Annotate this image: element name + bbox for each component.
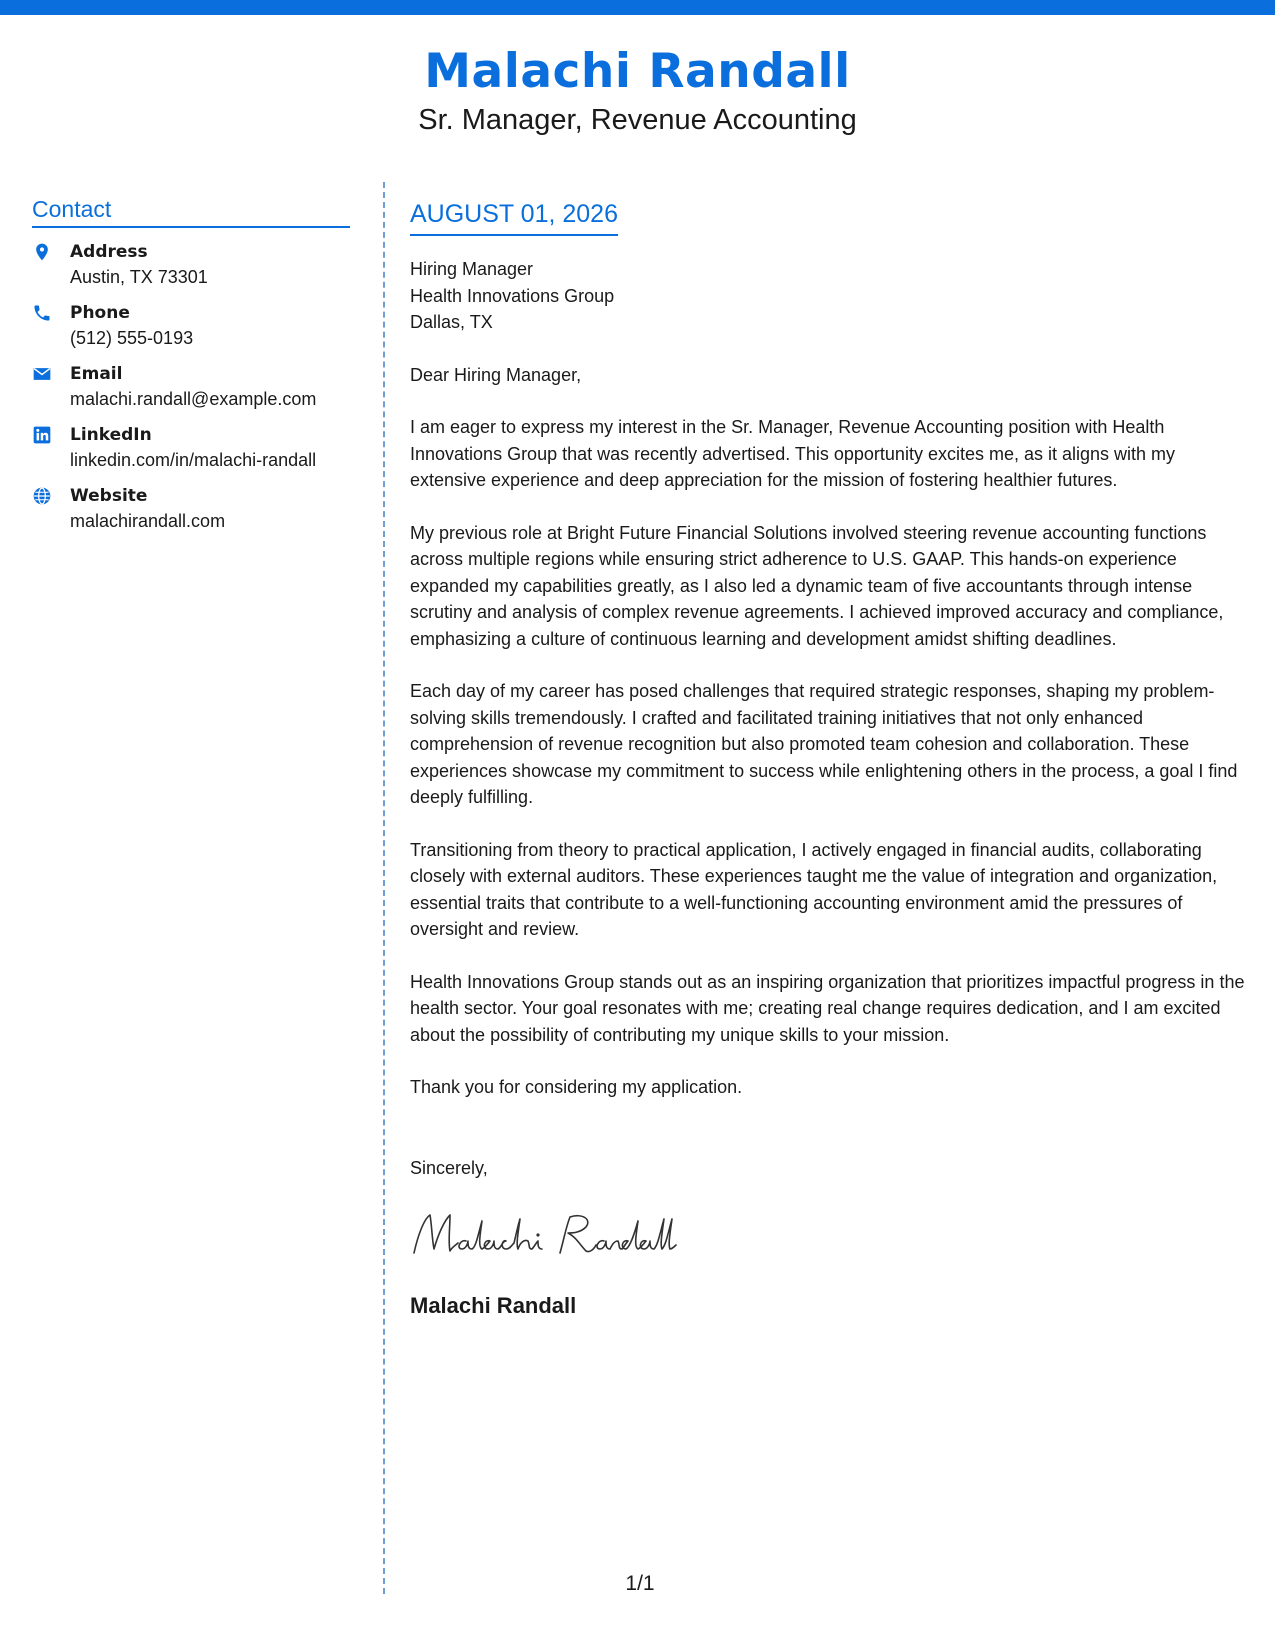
page-number: 1/1 bbox=[625, 1572, 655, 1595]
applicant-title: Sr. Manager, Revenue Accounting bbox=[418, 104, 857, 136]
contact-label: LinkedIn bbox=[70, 425, 152, 445]
contact-label: Website bbox=[70, 486, 148, 506]
contact-item-email bbox=[32, 362, 350, 412]
contact-value: (512) 555-0193 bbox=[70, 328, 194, 348]
body-paragraph: I am eager to express my interest in the Sr. Manager, Revenue Accounting position with Health Innovations Group that was recently advertised. This opportunity excites me, as it aligns with my extensive experience and deep appreciation for the mission of fostering healthier futures. bbox=[410, 417, 1176, 490]
letter-date: AUGUST 01, 2026 bbox=[410, 198, 618, 236]
contact-item-website bbox=[32, 484, 350, 534]
contact-value: malachirandall.com bbox=[70, 511, 226, 531]
body-paragraph: Thank you for considering my application. bbox=[410, 1077, 743, 1097]
recipient-line: Dallas, TX bbox=[410, 312, 493, 332]
recipient-line: Hiring Manager bbox=[410, 259, 534, 279]
top-accent-bar bbox=[0, 0, 1275, 15]
letter-header bbox=[0, 42, 1275, 138]
signer-name: Malachi Randall bbox=[410, 1293, 577, 1318]
contact-list bbox=[32, 240, 350, 534]
contact-value: malachi.randall@example.com bbox=[70, 389, 317, 409]
closing: Sincerely, bbox=[410, 1157, 488, 1178]
body-paragraph: My previous role at Bright Future Financial Solutions involved steering revenue accounting functions across multiple regions while ensuring strict adherence to U.S. GAAP. This hands-on experience expanded my capabilities greatly, as I also led a dynamic team of five accountants through intense scrutiny and analysis of complex revenue agreements. I achieved improved accuracy and compliance, emphasizing a culture of continuous learning and development amidst shifting deadlines. bbox=[410, 522, 1224, 649]
location-pin-icon bbox=[32, 242, 52, 262]
contact-value: Austin, TX 73301 bbox=[70, 267, 208, 287]
handwritten-signature bbox=[410, 1205, 680, 1265]
contact-label: Email bbox=[70, 364, 123, 384]
salutation: Dear Hiring Manager, bbox=[410, 364, 582, 385]
contact-item-linkedin bbox=[32, 423, 350, 473]
contact-sidebar bbox=[32, 194, 350, 545]
contact-item-address bbox=[32, 240, 350, 290]
contact-heading: Contact bbox=[32, 194, 350, 228]
contact-label: Phone bbox=[70, 303, 130, 323]
contact-label: Address bbox=[70, 242, 148, 262]
contact-item-phone bbox=[32, 301, 350, 351]
recipient-block bbox=[410, 256, 1250, 336]
applicant-name: Malachi Randall bbox=[424, 44, 851, 99]
phone-icon bbox=[32, 303, 52, 323]
contact-value: linkedin.com/in/malachi-randall bbox=[70, 450, 317, 470]
globe-icon bbox=[32, 486, 52, 506]
linkedin-icon bbox=[32, 425, 52, 445]
body-paragraph: Health Innovations Group stands out as an inspiring organization that prioritizes impactful progress in the health sector. Your goal resonates with me; creating real change requires dedication, and I am excited about the possibility of contributing my unique skills to your mission. bbox=[410, 971, 1245, 1045]
body-paragraph: Transitioning from theory to practical application, I actively engaged in financial audits, collaborating closely with external auditors. These experiences taught me the value of integration and organization, essential traits that contribute to a well-functioning accounting environment amid the pressures of oversight and review. bbox=[410, 839, 1218, 939]
recipient-line: Health Innovations Group bbox=[410, 285, 615, 306]
column-divider bbox=[383, 182, 385, 1594]
email-icon bbox=[32, 364, 52, 384]
body-paragraph: Each day of my career has posed challenges that required strategic responses, shaping my problem-solving skills tremendously. I crafted and facilitated training initiatives that not only enhanced comprehension of revenue recognition but also promoted team cohesion and collaboration. These experiences showcase my commitment to success while enlightening others in the process, a goal I find deeply fulfilling. bbox=[410, 681, 1238, 807]
letter-body bbox=[410, 198, 1250, 1320]
